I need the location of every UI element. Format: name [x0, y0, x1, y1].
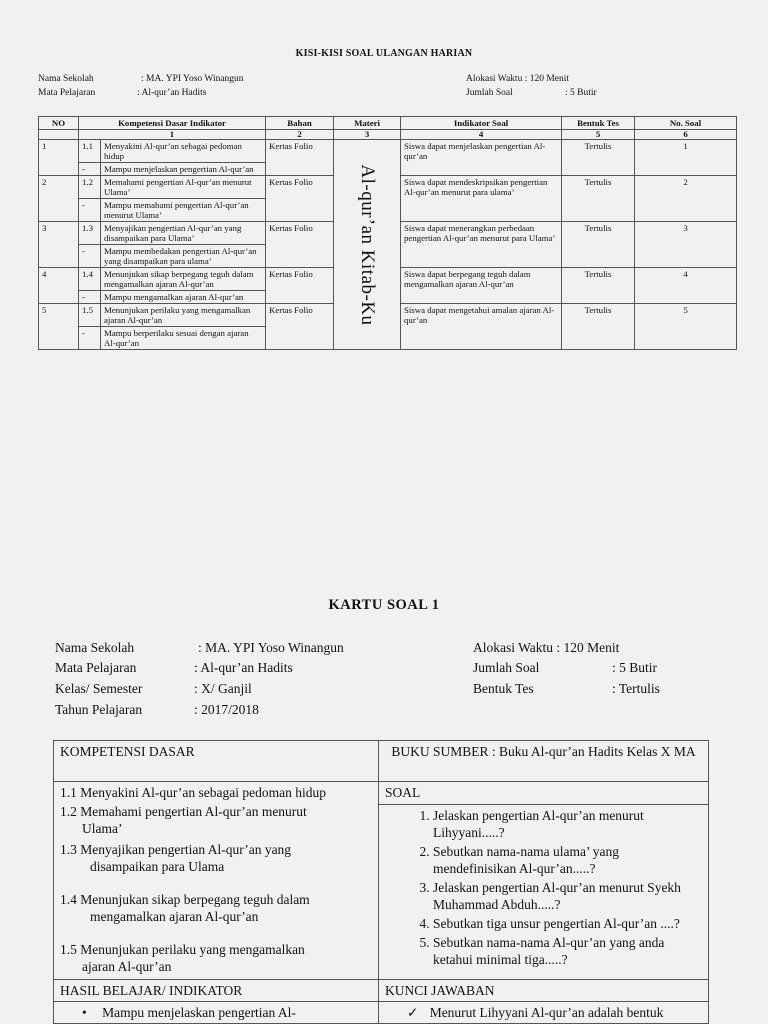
kisi-count-value: : 5 Butir [565, 88, 597, 98]
soal-item: 4. Sebutkan tiga unsur pengertian Al-qur’an ....? [433, 915, 702, 932]
col-num-6: 6 [635, 130, 737, 140]
kartu-table [53, 740, 709, 1024]
th-nosoal: No. Soal [635, 117, 737, 130]
kartu-count-value: : 5 Butir [612, 660, 658, 675]
kd-text: Menunjukan sikap berpegang teguh dalam mengamalkan ajaran Al-qur’an [101, 268, 266, 291]
nosoal-text: 3 [635, 222, 737, 268]
nosoal-text: 4 [635, 268, 737, 304]
kartu-school-value: : MA. YPI Yoso Winangun [198, 640, 344, 655]
kd-text: Memahami pengertian Al-qur’an menurut Ulama’ [101, 176, 266, 199]
kd-item-line: 1.4 Menunjukan sikap berpegang teguh dalam [60, 892, 310, 907]
indikator-text: Siswa dapat mendeskripsikan pengertian Al-qur’an menurut para ulama’ [401, 176, 562, 222]
indikator-text: Siswa dapat menjelaskan pengertian Al-qur’an [401, 140, 562, 176]
kisi-table [38, 116, 737, 350]
kisi-title: KISI-KISI SOAL ULANGAN HARIAN [295, 48, 473, 59]
kd-number: 1.4 [79, 268, 101, 291]
bahan-text: Kertas Folio [266, 176, 334, 222]
check-icon: ✓ [407, 1005, 419, 1020]
kartu-class-value: : X/ Ganjil [194, 681, 252, 696]
kartu-subject-label: Mata Pelajaran [55, 660, 137, 675]
indicator-dash: - [79, 327, 101, 350]
kisi-time: Alokasi Waktu : 120 Menit [466, 74, 570, 84]
th-bentuk: Bentuk Tes [562, 117, 635, 130]
kd-number: 1.2 [79, 176, 101, 199]
col-num-4: 4 [401, 130, 562, 140]
nosoal-text: 1 [635, 140, 737, 176]
kartu-time: Alokasi Waktu : 120 Menit [473, 640, 620, 655]
bentuk-text: Tertulis [562, 222, 635, 268]
indicator-text: Mampu membedakan pengertian Al-qur’an yang disampaikan para ulama’ [101, 245, 266, 268]
kartu-type-label: Bentuk Tes [473, 681, 534, 696]
kd-text: Menunjukan perilaku yang mengamalkan ajaran Al-qur’an [101, 304, 266, 327]
hasil-first: Mampu menjelaskan pengertian Al- [102, 1005, 296, 1020]
kartu-type-value: : Tertulis [612, 681, 660, 696]
soal-item: 2. Sebutkan nama-nama ulama’ yang mendefinisikan Al-qur’an.....? [433, 843, 702, 877]
indicator-dash: - [79, 199, 101, 222]
indicator-text: Mampu mengamalkan ajaran Al-qur’an [101, 291, 266, 304]
kd-item-cont: ajaran Al-qur’an [82, 959, 172, 974]
kisi-school-label: Nama Sekolah [38, 74, 94, 84]
kd-header: KOMPETENSI DASAR [54, 741, 379, 782]
kd-number: 1.5 [79, 304, 101, 327]
indicator-dash: - [79, 163, 101, 176]
kd-item-line: 1.3 Menyajikan pengertian Al-qur’an yang [60, 842, 292, 857]
kd-number: 1.3 [79, 222, 101, 245]
col-num-5: 5 [562, 130, 635, 140]
indicator-text: Mampu memahami pengertian Al-qur’an menurut Ulama’ [101, 199, 266, 222]
indikator-text: Siswa dapat mengetahui amalan ajaran Al-qur’an [401, 304, 562, 350]
kartu-year-label: Tahun Pelajaran [55, 702, 143, 717]
nosoal-text: 5 [635, 304, 737, 350]
kd-item-line: 1.5 Menunjukan perilaku yang mengamalkan [60, 942, 305, 957]
row-no: 4 [39, 268, 79, 304]
indicator-dash: - [79, 245, 101, 268]
kartu-title: KARTU SOAL 1 [328, 597, 440, 613]
kd-item [60, 803, 372, 837]
kunci-cell [379, 1002, 709, 1024]
kisi-count-label: Jumlah Soal [466, 88, 513, 98]
kisi-school-value: : MA. YPI Yoso Winangun [141, 74, 244, 84]
kd-item-cont: mengamalkan ajaran Al-qur’an [90, 909, 259, 924]
indikator-text: Siswa dapat menerangkan perbedaan pengertian Al-qur’an menurut para Ulama’ [401, 222, 562, 268]
materi-cell [334, 140, 401, 350]
th-indikator: Indikator Soal [401, 117, 562, 130]
kd-item [60, 841, 372, 875]
table-row [39, 140, 737, 163]
soal-header: SOAL [379, 782, 709, 805]
kartu-year-value: : 2017/2018 [194, 702, 259, 717]
col-num-1: 1 [79, 130, 266, 140]
kisi-subject-value: : Al-qur’an Hadits [137, 88, 207, 98]
indicator-dash: - [79, 291, 101, 304]
kartu-subject-value: : Al-qur’an Hadits [194, 660, 293, 675]
row-no: 3 [39, 222, 79, 268]
kd-text: Menyakini Al-qur’an sebagai pedoman hidup [101, 140, 266, 163]
kunci-first: Menurut Lihyyani Al-qur’an adalah bentuk [429, 1005, 664, 1020]
col-num-3: 3 [334, 130, 401, 140]
kd-item [60, 941, 372, 975]
kisi-subject-label: Mata Pelajaran [38, 88, 96, 98]
th-kd: Kompetensi Dasar Indikator [79, 117, 266, 130]
kd-item-cont: Ulama’ [82, 821, 123, 836]
th-bahan: Bahan [266, 117, 334, 130]
indicator-text: Mampu berperilaku sesuai dengan ajaran Al-qur’an [101, 327, 266, 350]
column-number-row [39, 130, 737, 140]
row-no: 1 [39, 140, 79, 176]
th-no: NO [39, 117, 79, 130]
bahan-text: Kertas Folio [266, 304, 334, 350]
kunci-header: KUNCI JAWABAN [379, 980, 709, 1002]
kartu-count-label: Jumlah Soal [473, 660, 540, 675]
bahan-text: Kertas Folio [266, 268, 334, 304]
kartu-school-label: Nama Sekolah [55, 640, 135, 655]
kartu-class-label: Kelas/ Semester [55, 681, 143, 696]
th-materi: Materi [334, 117, 401, 130]
kd-item [60, 891, 372, 925]
bullet-icon: • [82, 1005, 87, 1020]
kd-item: 1.1 Menyakini Al-qur’an sebagai pedoman hidup [60, 785, 326, 800]
materi-text: Al-qur’an Kitab-Ku [357, 163, 379, 326]
kd-list [54, 782, 379, 980]
buku-header: BUKU SUMBER : Buku Al-qur’an Hadits Kelas X MA [379, 741, 709, 782]
hasil-header: HASIL BELAJAR/ INDIKATOR [54, 980, 379, 1002]
kd-item-line: 1.2 Memahami pengertian Al-qur’an menurut [60, 804, 307, 819]
bahan-text: Kertas Folio [266, 222, 334, 268]
row-no: 5 [39, 304, 79, 350]
bentuk-text: Tertulis [562, 304, 635, 350]
soal-list [385, 807, 702, 968]
kd-text: Menyajikan pengertian Al-qur’an yang disampaikan para Ulama’ [101, 222, 266, 245]
soal-item: 3. Jelaskan pengertian Al-qur’an menurut Syekh Muhammad Abduh.....? [433, 879, 702, 913]
kd-item-cont: disampaikan para Ulama [90, 859, 225, 874]
bentuk-text: Tertulis [562, 268, 635, 304]
hasil-cell [54, 1002, 379, 1024]
indicator-text: Mampu menjelaskan pengertian Al-qur’an [101, 163, 266, 176]
soal-cell [379, 804, 709, 979]
indikator-text: Siswa dapat berpegang teguh dalam mengamalkan ajaran Al-qur’an [401, 268, 562, 304]
bentuk-text: Tertulis [562, 176, 635, 222]
soal-item: 1. Jelaskan pengertian Al-qur’an menurut Lihyyani.....? [433, 807, 702, 841]
soal-item: 5. Sebutkan nama-nama Al-qur’an yang anda ketahui minimal tiga.....? [433, 934, 702, 968]
col-num-2: 2 [266, 130, 334, 140]
bentuk-text: Tertulis [562, 140, 635, 176]
bahan-text: Kertas Folio [266, 140, 334, 176]
row-no: 2 [39, 176, 79, 222]
nosoal-text: 2 [635, 176, 737, 222]
kd-number: 1.1 [79, 140, 101, 163]
